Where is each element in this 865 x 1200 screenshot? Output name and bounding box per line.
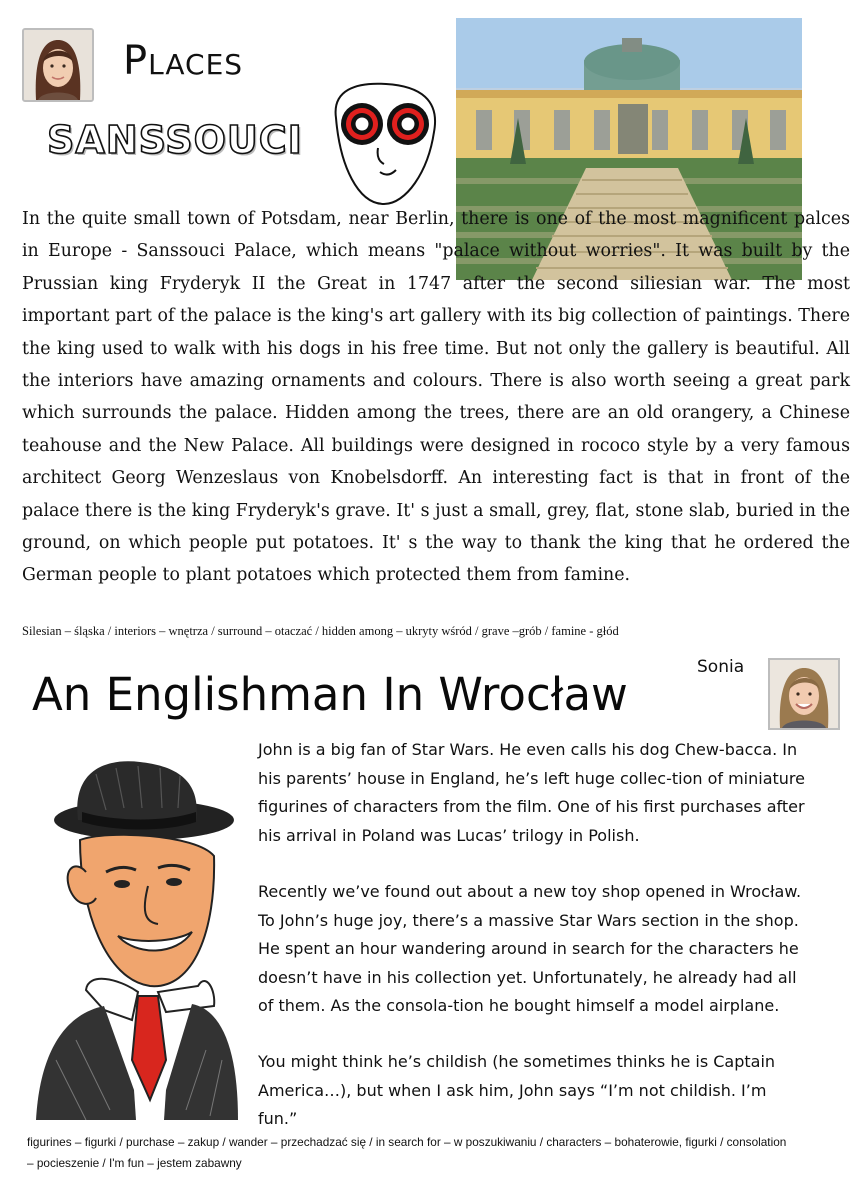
englishman-paragraph-3: You might think he’s childish (he sometimes thinks he is Captain America…), but when I ask him, John says “I’m not childish. I’m fun.”: [258, 1052, 776, 1128]
sanssouci-article-text: In the quite small town of Potsdam, near Berlin, there is one of the most magnificent palces in Europe - Sanssouci Palace, which means "palace without worries". It was built by the Prussian king Fryderyk II the Great in 1747 after the second siliesian war. The most important part of the palace is the king's art gallery with its big collection of paintings. There the king used to walk with his dogs in his free time. But not only the gallery is beautiful. All the interiors have amazing ornaments and colours. There is also worth seeing a great park which surrounds the palace. Hidden among the trees, there are an old orangery, a Chinese teahouse and the New Palace. All buildings were designed in rococo style by a very famous architect Georg Wenzeslaus von Knobelsdorff. An interesting fact is that in front of the palace there is the king Fryderyk's grave. It' s just a small, grey, flat, stone slab, buried in the ground, on which people put potatoes. It' s the way to thank the king that he ordered the German people to plant potatoes which protected them from famine.: [22, 209, 850, 586]
author-name: Sonia: [697, 657, 745, 677]
sanssouci-glossary: Silesian – śląska / interiors – wnętrza / surround – otaczać / hidden among – ukryty wśród / grave –grób / famine - głód: [22, 624, 619, 638]
section-heading-places: Places: [123, 38, 244, 84]
englishman-paragraph-2: Recently we’ve found out about a new toy shop opened in Wrocław. To John’s huge joy, there’s a massive Star Wars section in the shop. He spent an hour wandering around in search for the characters he doesn’t have in his collection yet. Unfortunately, he already had all of them. As the consola-tion he bought himself a model airplane.: [258, 882, 802, 1015]
article-title-sanssouci: SANSSOUCI: [47, 118, 303, 162]
article-title-englishman: An Englishman In Wrocław: [32, 668, 628, 721]
author-photo-bottom: [768, 658, 840, 730]
englishman-glossary: figurines – figurki / purchase – zakup / wander – przechadzać się / in search for – w poszukiwaniu / characters – bohaterowie, figurki / consolation – pocieszenie / I'm fun – jestem zabawny: [27, 1135, 787, 1170]
face-drawing-illustration: [328, 80, 443, 212]
author-photo-top: [22, 28, 94, 102]
englishman-paragraph-1: John is a big fan of Star Wars. He even calls his dog Chew-bacca. In his parents’ house in England, he’s left huge collec-tion of miniature figurines of characters from the film. One of his first purchases after his arrival in Poland was Lucas’ trilogy in Polish.: [258, 740, 805, 845]
englishman-caricature-illustration: [26, 760, 248, 1124]
